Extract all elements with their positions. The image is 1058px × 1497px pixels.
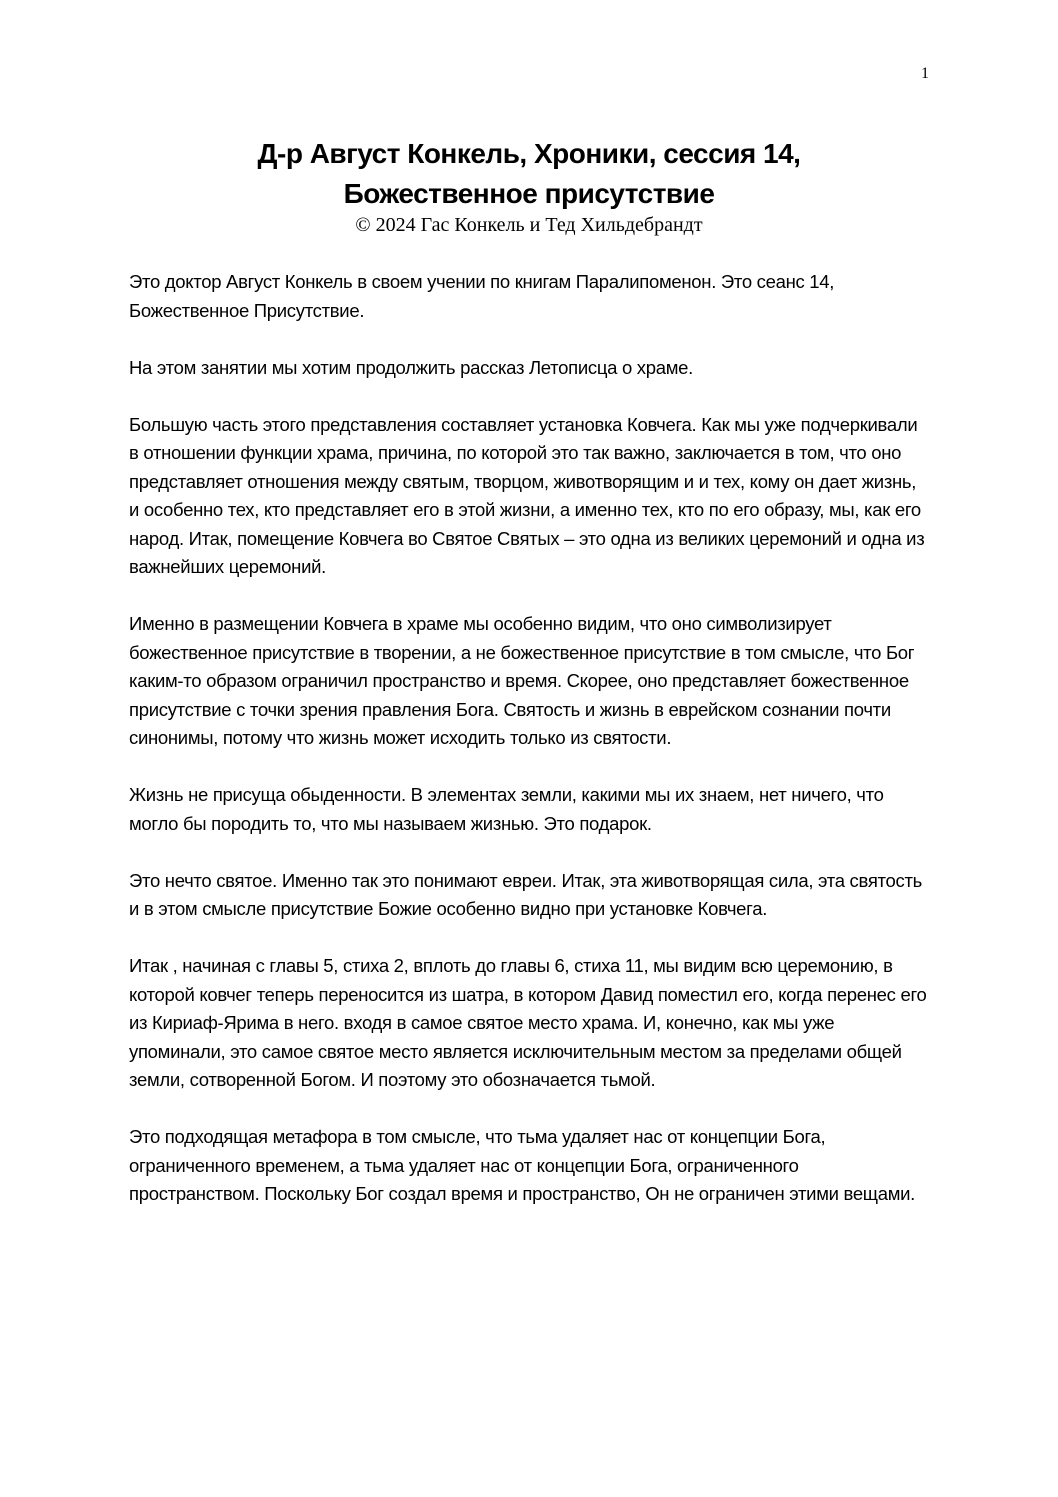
title-line-2: Божественное присутствие: [343, 178, 715, 209]
title-line-1: Д-р Август Конкель, Хроники, сессия 14,: [257, 138, 801, 169]
page-number: 1: [921, 65, 929, 82]
paragraph: На этом занятии мы хотим продолжить рассказ Летописца о храме.: [129, 356, 693, 378]
paragraph: Именно в размещении Ковчега в храме мы особенно видим, что оно символизирует божественное присутствие в творении, а не божественное присутствие в том смысле, что Бог каким-то образом ограничил пространство и время. Скорее, оно представляет божественное присутствие с точки зрения правления Бога. Святость и жизнь в еврейском сознании почти синонимы, потому что жизнь может исходить только из святости.: [129, 613, 915, 748]
paragraph: Большую часть этого представления составляет установка Ковчега. Как мы уже подчеркивали в отношении функции храма, причина, по которой это так важно, заключается в том, что оно представляет отношения между святым, творцом, животворящим и и тех, кому он дает жизнь, и особенно тех, кто представляет его в этой жизни, а именно тех, кто по его образу, мы, как его народ. Итак, помещение Ковчега во Святое Святых – это одна из великих церемоний и одна из важнейших церемоний.: [129, 413, 925, 577]
copyright-notice: © 2024 Гас Конкель и Тед Хильдебрандт: [355, 214, 703, 236]
document-header: [0, 134, 1058, 238]
document-title: [0, 134, 1058, 214]
paragraph: Итак , начиная с главы 5, стиха 2, вплоть до главы 6, стиха 11, мы видим всю церемонию, в которой ковчег теперь переносится из шатра, в котором Давид поместил его, когда перенес его из Кириаф-Ярима в него. входя в самое святое место храма. И, конечно, как мы уже упоминали, это самое святое место является исключительным местом за пределами общей земли, сотворенной Богом. И поэтому это обозначается тьмой.: [129, 955, 927, 1090]
paragraph: Жизнь не присуща обыденности. В элементах земли, какими мы их знаем, нет ничего, что могло бы породить то, что мы называем жизнью. Это подарок.: [129, 784, 884, 834]
paragraph: Это нечто святое. Именно так это понимают евреи. Итак, эта животворящая сила, эта святость и в этом смысле присутствие Божие особенно видно при установке Ковчега.: [129, 869, 922, 919]
paragraph: Это доктор Август Конкель в своем учении по книгам Паралипоменон. Это сеанс 14, Божественное Присутствие.: [129, 271, 835, 321]
paragraph: Это подходящая метафора в том смысле, что тьма удаляет нас от концепции Бога, ограниченного временем, а тьма удаляет нас от концепции Бога, ограниченного пространством. Поскольку Бог создал время и пространство, Он не ограничен этими вещами.: [129, 1126, 916, 1204]
document-body: [129, 268, 929, 1237]
